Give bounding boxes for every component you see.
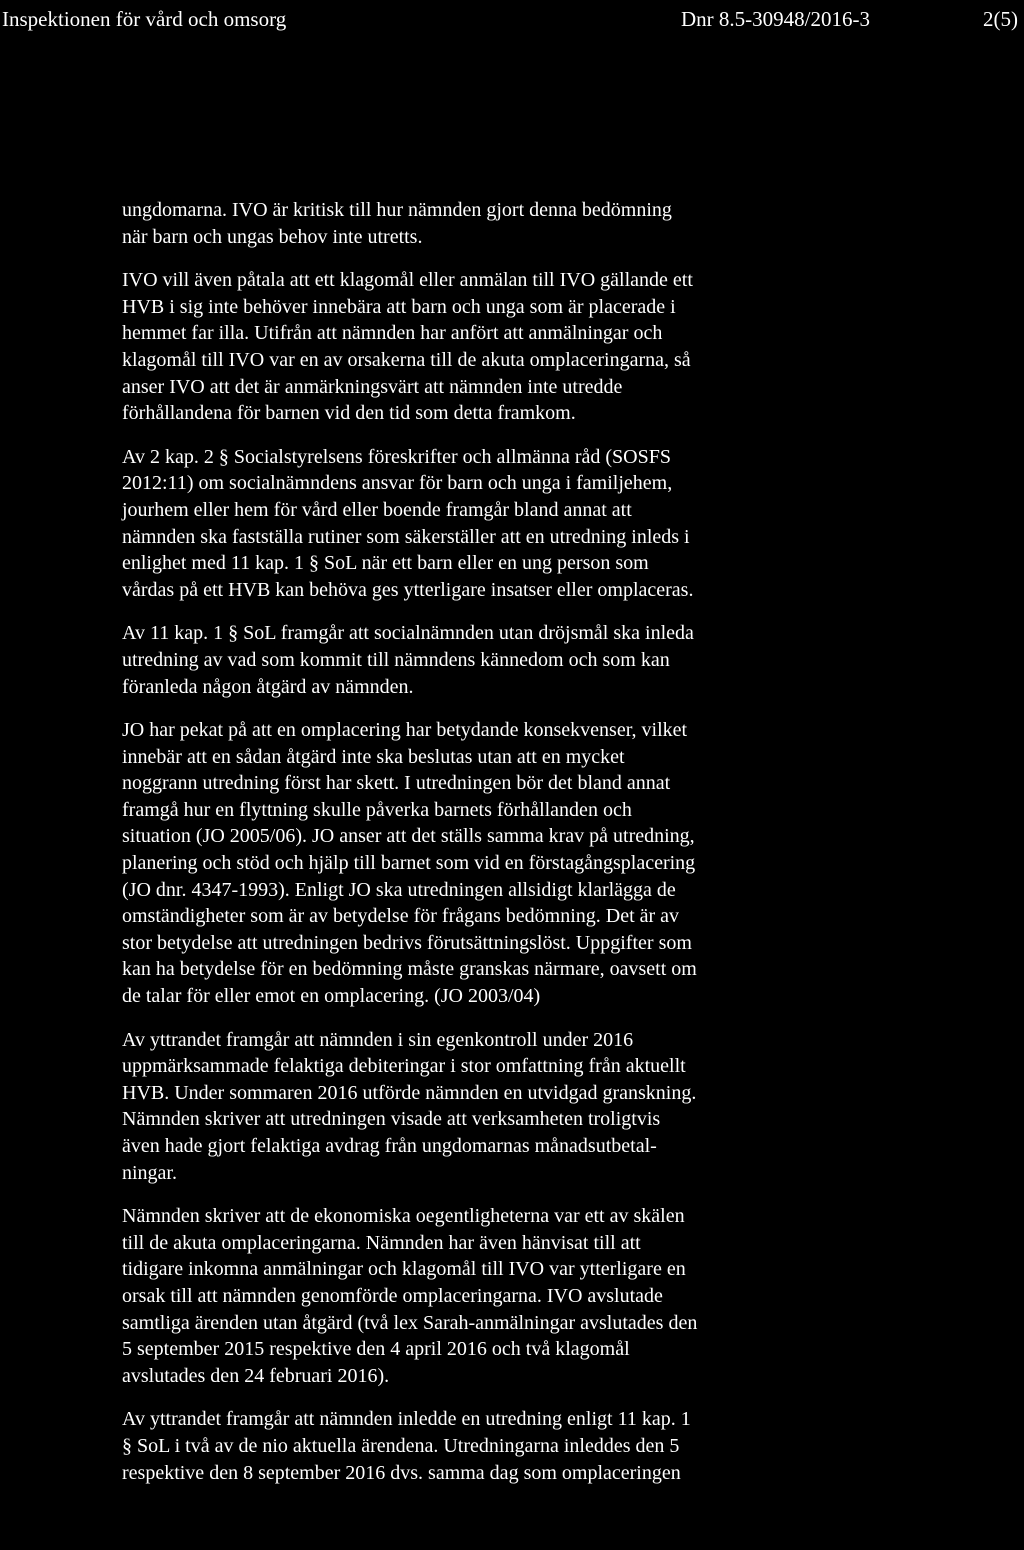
document-number: Dnr 8.5-30948/2016-3 — [681, 7, 870, 31]
page-number: 2(5) — [983, 7, 1018, 31]
paragraph: IVO vill även påtala att ett klagomål eller anmälan till IVO gällande ett HVB i sig inte behöver innebära att barn och unga som är placerade i hemmet far illa. Utifrån att nämnden har anfört att anmälningar och klagomål till IVO var en av orsakerna till de akuta omplaceringarna, så anser IVO att det är anmärkningsvärt att nämnden inte utredde förhållandena för barnen vid den tid som detta framkom. — [122, 269, 693, 425]
document-body — [122, 197, 822, 1503]
paragraph: ungdomarna. IVO är kritisk till hur nämnden gjort denna bedömning när barn och ungas behov inte utretts. — [122, 199, 672, 248]
organization-name: Inspektionen för vård och omsorg — [2, 7, 287, 31]
paragraph: Nämnden skriver att de ekonomiska oegentligheterna var ett av skälen till de akuta omplaceringarna. Nämnden har även hänvisat till att tidigare inkomna anmälningar och klagomål till IVO var ytterligare en orsak till att nämnden genomförde omplaceringarna. IVO avslutade samtliga ärenden utan åtgärd (två lex Sarah-anmälningar avslutades den 5 september 2015 respektive den 4 april 2016 och två klagomål avslutades den 24 februari 2016). — [122, 1205, 698, 1387]
paragraph: Av yttrandet framgår att nämnden inledde en utredning enligt 11 kap. 1 § SoL i två av de nio aktuella ärendena. Utredningarna inleddes den 5 respektive den 8 september 2016 dvs. samma dag som omplaceringen — [122, 1408, 691, 1484]
paragraph: Av yttrandet framgår att nämnden i sin egenkontroll under 2016 uppmärksammade felaktiga debiteringar i stor omfattning från aktuellt HVB. Under sommaren 2016 utförde nämnden en utvidgad granskning. Nämnden skriver att utredningen visade att verksamheten troligtvis även hade gjort felaktiga avdrag från ungdomarnas månadsutbetal- ningar. — [122, 1028, 697, 1184]
page-header — [0, 4, 1024, 34]
paragraph: Av 11 kap. 1 § SoL framgår att socialnämnden utan dröjsmål ska inleda utredning av vad som kommit till nämndens kännedom och som kan föranleda någon åtgärd av nämnden. — [122, 622, 694, 698]
paragraph: JO har pekat på att en omplacering har betydande konsekvenser, vilket innebär att en sådan åtgärd inte ska beslutas utan att en mycket noggrann utredning först har skett. I utredningen bör det bland annat framgå hur en flyttning skulle påverka barnets förhållanden och situation (JO 2005/06). JO anser att det ställs samma krav på utredning, planering och stöd och hjälp till barnet som vid en förstagångsplacering (JO dnr. 4347-1993). Enligt JO ska utredningen allsidigt klarlägga de omständigheter som är av betydelse för frågans bedömning. Det är av stor betydelse att utredningen bedrivs förutsättningslöst. Uppgifter som kan ha betydelse för en bedömning måste granskas närmare, oavsett om de talar för eller emot en omplacering. (JO 2003/04) — [122, 719, 697, 1008]
paragraph: Av 2 kap. 2 § Socialstyrelsens föreskrifter och allmänna råd (SOSFS 2012:11) om socialnämndens ansvar för barn och unga i familjehem, jourhem eller hem för vård eller boende framgår bland annat att nämnden ska fastställa rutiner som säkerställer att en utredning inleds i enlighet med 11 kap. 1 § SoL när ett barn eller en ung person som vårdas på ett HVB kan behöva ges ytterligare insatser eller omplaceras. — [122, 445, 694, 601]
